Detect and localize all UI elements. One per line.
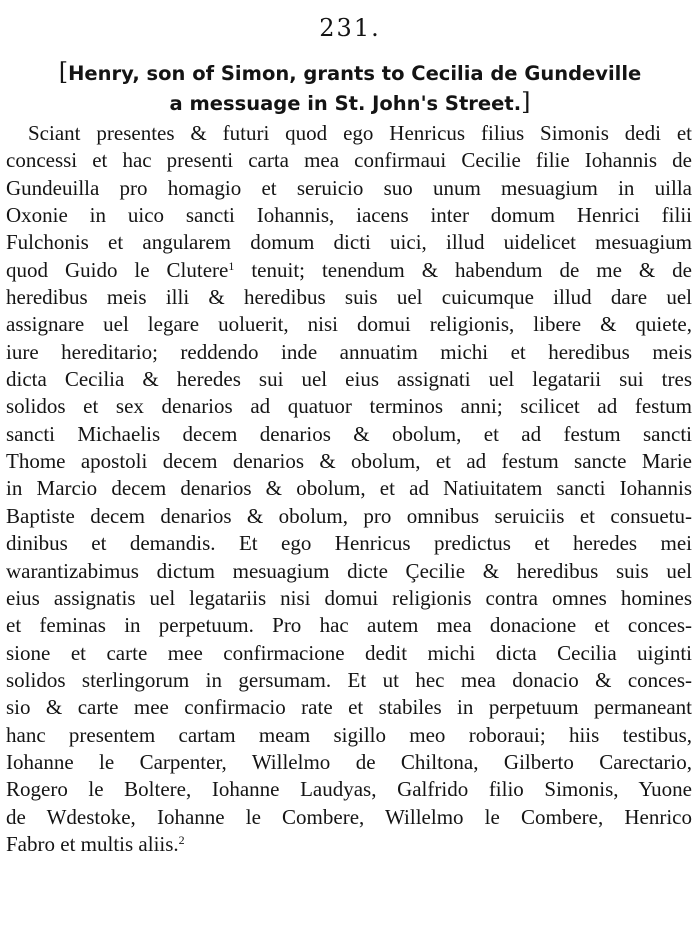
charter-body [6, 120, 692, 858]
body-line: assignare uel legare uoluerit, nisi domui religionis, libere & quiete, [6, 312, 692, 337]
body-line: in Marcio decem denarios & obolum, et ad Natiuitatem sancti Iohannis [6, 476, 692, 501]
body-line: solidos et sex denarios ad quatuor terminos anni; scilicet ad festum [6, 394, 692, 419]
heading-text-1: Henry, son of Simon, grants to Cecilia de Gundeville [68, 62, 642, 85]
body-line: et feminas in perpetuum. Pro hac autem mea donacione et conces- [6, 613, 692, 638]
body-line [6, 257, 692, 284]
body-line-fragment: Fabro et multis aliis. [6, 831, 179, 856]
body-line: warantizabimus dictum mesuagium dicte Çecilie & heredibus suis uel [6, 558, 692, 583]
body-line: dicta Cecilia & heredes sui uel eius assignati uel legatarii sui tres [6, 367, 692, 392]
body-line-last [6, 831, 692, 858]
body-line: eius assignatis uel legatariis nisi domui religionis contra omnes homines [6, 585, 692, 610]
charter-number: 231. [319, 14, 381, 42]
body-line: iure hereditario; reddendo inde annuatim michi et heredibus meis [6, 339, 692, 364]
footnote-marker-2: 2 [178, 832, 185, 847]
body-line: dinibus et demandis. Et ego Henricus predictus et heredes mei [6, 531, 692, 556]
body-line: sione et carte mee confirmacione dedit michi dicta Cecilia uiginti [6, 640, 692, 665]
body-line-fragment: quod Guido le Clutere [6, 257, 229, 282]
heading-line-2 [0, 88, 700, 118]
body-line: Sciant presentes & futuri quod ego Henricus filius Simonis dedi et [28, 121, 692, 145]
body-line: Oxonie in uico sancti Iohannis, iacens inter domum Henrici filii [6, 203, 692, 228]
body-line: heredibus meis illi & heredibus suis uel cuicumque illud dare uel [6, 285, 692, 310]
body-line: sancti Michaelis decem denarios & obolum, et ad festum sancti [6, 421, 692, 446]
footnote-marker-1: 1 [228, 258, 235, 273]
body-line: Gundeuilla pro homagio et seruicio suo unum mesuagium in uilla [6, 175, 692, 200]
heading-line-1 [0, 58, 700, 88]
body-line: sio & carte mee confirmacio rate et stabiles in perpetuum permaneant [6, 695, 692, 720]
charter-heading [0, 58, 700, 118]
body-line: Baptiste decem denarios & obolum, pro omnibus seruiciis et consuetu- [6, 503, 692, 528]
body-line: solidos sterlingorum in gersumam. Et ut hec mea donacio & conces- [6, 667, 692, 692]
body-line: Fulchonis et angularem domum dicti uici, illud uidelicet mesuagium [6, 230, 692, 255]
body-line-fragment: tenuit; tenendum & habendum de me & de [251, 257, 692, 282]
body-line: Rogero le Boltere, Iohanne Laudyas, Galfrido filio Simonis, Yuone [6, 777, 692, 802]
heading-text-2: a messuage in St. John's Street. [169, 92, 522, 115]
body-line: Thome apostoli decem denarios & obolum, et ad festum sancte Marie [6, 449, 692, 474]
body-line: concessi et hac presenti carta mea confirmaui Cecilie filie Iohannis de [6, 148, 692, 173]
body-line: hanc presentem cartam meam sigillo meo roboraui; hiis testibus, [6, 722, 692, 747]
heading-bracket-open: [ [58, 58, 69, 86]
body-line: Iohanne le Carpenter, Willelmo de Chiltona, Gilberto Carectario, [6, 749, 692, 774]
body-line: de Wdestoke, Iohanne le Combere, Willelmo le Combere, Henrico [6, 804, 692, 829]
heading-bracket-close: ] [521, 88, 531, 116]
